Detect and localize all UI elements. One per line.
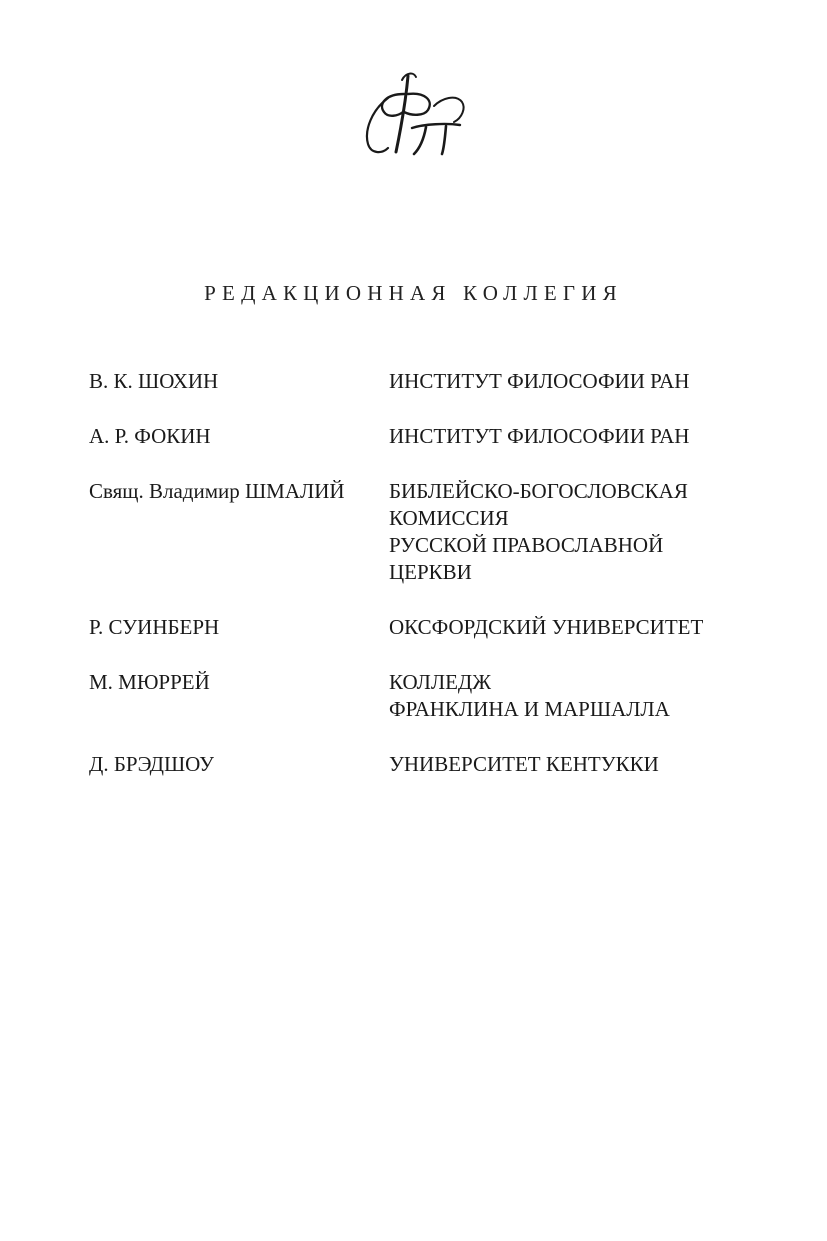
member-affiliation: КОЛЛЕДЖ ФРАНКЛИНА И МАРШАЛЛА <box>389 670 670 721</box>
member-affiliation: БИБЛЕЙСКО-БОГОСЛОВСКАЯ КОМИССИЯ РУССКОЙ ПРАВОСЛАВНОЙ ЦЕРКВИ <box>389 479 688 584</box>
member-affiliation: ИНСТИТУТ ФИЛОСОФИИ РАН <box>389 369 690 393</box>
member-affiliation: УНИВЕРСИТЕТ КЕНТУККИ <box>389 752 659 776</box>
editorial-board-list <box>89 368 769 778</box>
board-member-row <box>89 669 769 723</box>
member-name: Свящ. Владимир ШМАЛИЙ <box>89 479 345 503</box>
member-name: М. МЮРРЕЙ <box>89 670 210 694</box>
member-name: Д. БРЭДШОУ <box>89 752 215 776</box>
member-name: В. К. ШОХИН <box>89 369 219 393</box>
member-affiliation: ИНСТИТУТ ФИЛОСОФИИ РАН <box>389 424 690 448</box>
ft-monogram-logo <box>358 68 468 160</box>
page-title: РЕДАКЦИОННАЯ КОЛЛЕГИЯ <box>204 281 623 305</box>
board-member-row <box>89 751 769 778</box>
board-member-row <box>89 614 769 641</box>
member-name: А. Р. ФОКИН <box>89 424 211 448</box>
member-name: Р. СУИНБЕРН <box>89 615 220 639</box>
member-affiliation: ОКСФОРДСКИЙ УНИВЕРСИТЕТ <box>389 615 704 639</box>
board-member-row <box>89 423 769 450</box>
board-member-row <box>89 478 769 586</box>
board-member-row <box>89 368 769 395</box>
